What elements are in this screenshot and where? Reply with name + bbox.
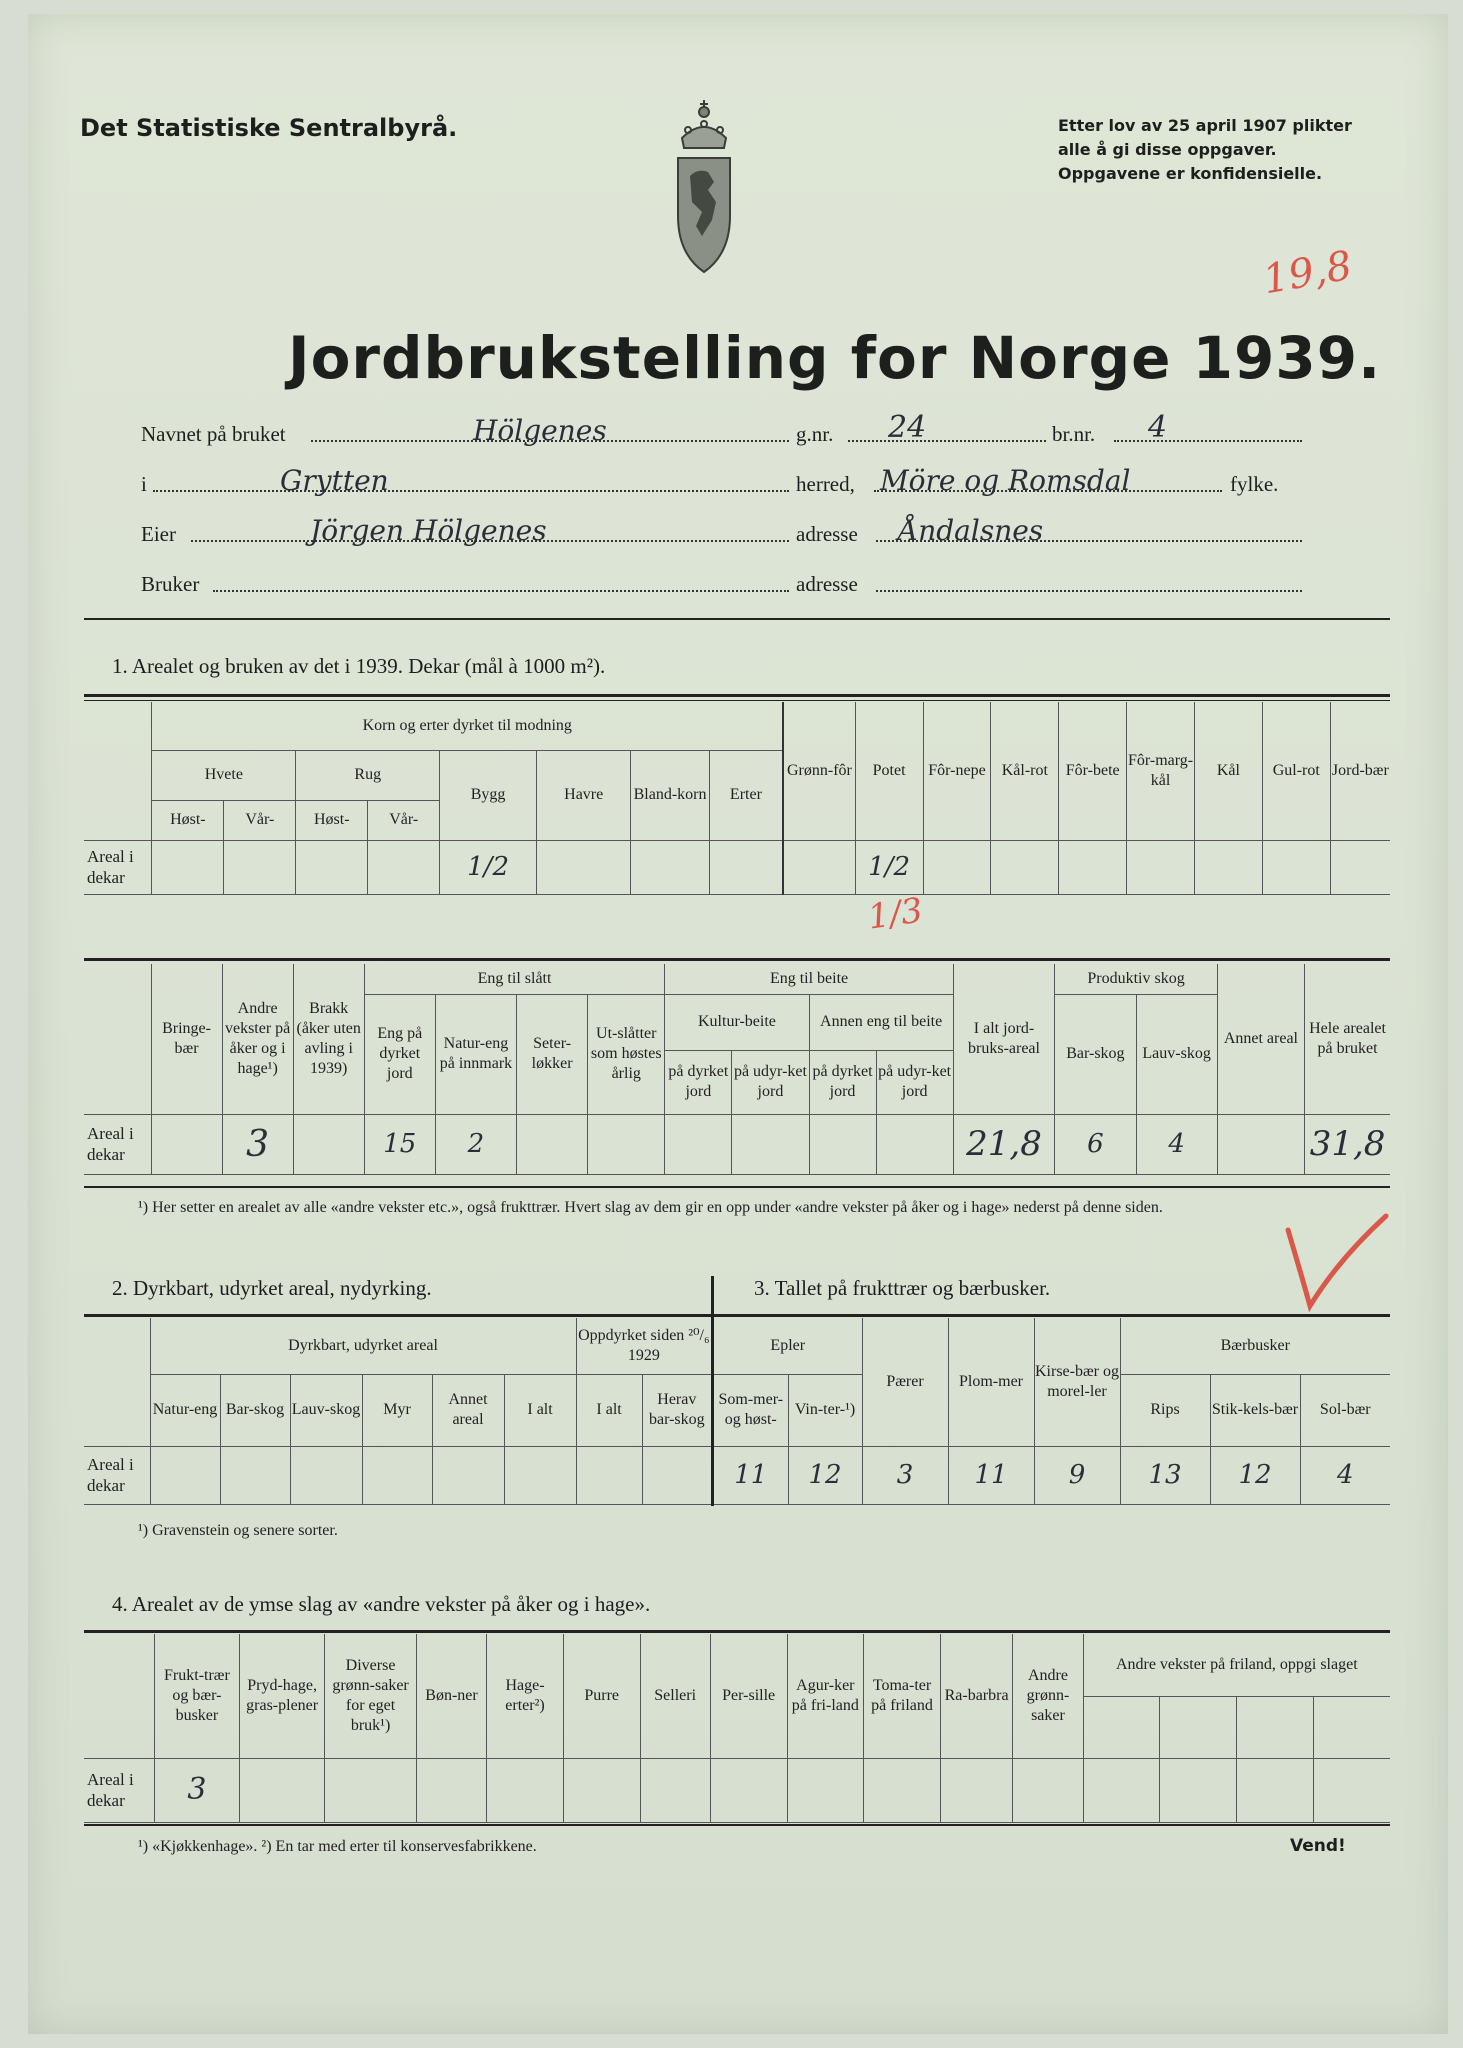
- brnr-value: 4: [1148, 410, 1168, 445]
- brakk-header: Brakk (åker uten avling i 1939): [293, 964, 364, 1114]
- section-2-heading: 2. Dyrkbart, udyrket areal, nydyrking.: [112, 1276, 432, 1300]
- rug-header: Rug: [296, 750, 440, 800]
- annen-eng-header: Annen eng til beite: [809, 994, 953, 1050]
- i-alt-header: I alt jord-bruks-areal: [953, 964, 1055, 1114]
- kirsebaer-header: Kirse-bær og morel-ler: [1034, 1318, 1120, 1446]
- purre-header: Purre: [563, 1634, 640, 1758]
- owner-label: Eier: [141, 522, 176, 546]
- paerer-header: Pærer: [862, 1318, 948, 1446]
- naturlig-eng-value: 2: [435, 1114, 516, 1174]
- red-potet-note: 1/3: [865, 890, 926, 938]
- section-3-heading: 3. Tallet på frukttrær og bærbusker.: [754, 1276, 1051, 1300]
- kalrot-header: Kål-rot: [991, 702, 1059, 840]
- divider: [84, 958, 1390, 961]
- barskog-header: Bar-skog: [220, 1374, 290, 1446]
- municipality-value: Grytten: [280, 464, 389, 497]
- divider: [84, 1630, 1390, 1633]
- row-label: Areal i dekar: [84, 840, 152, 894]
- eng-beite-header: Eng til beite: [665, 964, 953, 994]
- andre-gronnsaker-header: Andre grønn-saker: [1013, 1634, 1083, 1758]
- section-2-table: [84, 1318, 711, 1505]
- baerbusker-header: Bærbusker: [1120, 1318, 1390, 1374]
- kirsebaer-value: 9: [1034, 1446, 1120, 1504]
- user-label: Bruker: [141, 572, 200, 596]
- brnr-label: br.nr.: [1052, 422, 1096, 446]
- row-label: Areal i dekar: [84, 1446, 150, 1504]
- prod-skog-header: Produktiv skog: [1055, 964, 1217, 994]
- blandkorn-header: Bland-korn: [631, 750, 709, 840]
- section-1-footnote: ¹) Her setter en arealet av alle «andre vekster etc.», også frukttrær. Hvert slag av dem gir en opp under «andre vekster på åker og i hage» nederst på denne siden.: [138, 1199, 1163, 1216]
- i-alt-header: I alt: [504, 1374, 576, 1446]
- kulturbeite-header: Kultur-beite: [665, 994, 809, 1050]
- myr-header: Myr: [362, 1374, 432, 1446]
- row-label: Areal i dekar: [84, 1758, 154, 1822]
- solbaer-header: Sol-bær: [1300, 1374, 1390, 1446]
- gronnfor-header: Grønn-fôr: [783, 702, 855, 840]
- hvete-var-header: Vår-: [224, 800, 296, 840]
- annet-areal-header: Annet areal: [432, 1374, 504, 1446]
- plommer-header: Plom-mer: [948, 1318, 1034, 1446]
- rabarbra-header: Ra-barbra: [940, 1634, 1012, 1758]
- stikkelsbaer-value: 12: [1210, 1446, 1300, 1504]
- farm-name-value: Hölgenes: [473, 414, 607, 447]
- county-value: Möre og Romsdal: [880, 464, 1131, 497]
- hageerter-header: Hage-erter²): [487, 1634, 564, 1758]
- potet-value: 1/2: [855, 840, 923, 894]
- form-sheet: [28, 14, 1448, 2034]
- rips-value: 13: [1120, 1446, 1210, 1504]
- frukt-value: 3: [154, 1758, 239, 1822]
- row-label: Areal i dekar: [84, 1114, 151, 1174]
- kultur-dyrket-header: på dyrket jord: [665, 1050, 732, 1114]
- section-4-heading: 4. Arealet av de ymse slag av «andre vekster på åker og i hage».: [112, 1592, 651, 1616]
- annen-udyrket-header: på udyr-ket jord: [876, 1050, 953, 1114]
- section-4-table: [84, 1634, 1390, 1823]
- owner-address-label: adresse: [796, 522, 858, 546]
- erter-header: Erter: [709, 750, 783, 840]
- gnr-line: [848, 440, 1046, 442]
- bureau-name: Det Statistiske Sentralbyrå.: [80, 114, 458, 142]
- barskog-header: Bar-skog: [1055, 994, 1136, 1114]
- vinter-header: Vin-ter-¹): [788, 1374, 862, 1446]
- stikkelsbaer-header: Stik-kels-bær: [1210, 1374, 1300, 1446]
- bonner-header: Bøn-ner: [416, 1634, 486, 1758]
- eng-slatt-header: Eng til slått: [364, 964, 665, 994]
- kultur-udyrket-header: på udyr-ket jord: [732, 1050, 809, 1114]
- plommer-value: 11: [948, 1446, 1034, 1504]
- brnr-line: [1114, 440, 1302, 442]
- hele-arealet-header: Hele arealet på bruket: [1305, 964, 1390, 1114]
- margin-note: 19,8: [1259, 242, 1356, 304]
- annet-areal-header: Annet areal: [1217, 964, 1304, 1114]
- naturlig-eng-header: Natur-eng på innmark: [435, 994, 516, 1114]
- fornepe-header: Fôr-nepe: [923, 702, 991, 840]
- section-2-footnote: ¹) Gravenstein og senere sorter.: [138, 1522, 338, 1539]
- gulrot-header: Gul-rot: [1262, 702, 1330, 840]
- section-4-footnote: ¹) «Kjøkkenhage». ²) En tar med erter til konservesfabrikkene.: [138, 1838, 537, 1855]
- opp-i-alt-header: I alt: [576, 1374, 642, 1446]
- kal-header: Kål: [1194, 702, 1262, 840]
- potet-header: Potet: [855, 702, 923, 840]
- eng-dyrket-header: Eng på dyrket jord: [364, 994, 435, 1114]
- user-address-label: adresse: [796, 572, 858, 596]
- red-checkmark-icon: [1278, 1210, 1398, 1320]
- in-label: i: [141, 472, 147, 496]
- gnr-label: g.nr.: [796, 422, 834, 446]
- hvete-host-header: Høst-: [152, 800, 224, 840]
- seterlokker-header: Seter-løkker: [517, 994, 588, 1114]
- dyrkbart-group-header: Dyrkbart, udyrket areal: [150, 1318, 576, 1374]
- user-line: [213, 590, 789, 592]
- hele-arealet-value: 31,8: [1305, 1114, 1390, 1174]
- sommer-header: Som-mer-og høst-: [714, 1374, 788, 1446]
- gnr-value: 24: [888, 410, 927, 445]
- herred-label: herred,: [796, 472, 855, 496]
- fylke-label: fylke.: [1230, 472, 1279, 496]
- frukt-header: Frukt-trær og bær-busker: [154, 1634, 239, 1758]
- farm-name-label: Navnet på bruket: [141, 422, 286, 446]
- persille-header: Per-sille: [710, 1634, 787, 1758]
- jordbaer-header: Jord-bær: [1330, 702, 1390, 840]
- divider: [84, 1824, 1390, 1826]
- rug-host-header: Høst-: [296, 800, 368, 840]
- hvete-header: Hvete: [152, 750, 296, 800]
- law-notice: [1058, 114, 1352, 186]
- owner-address-value: Åndalsnes: [898, 514, 1044, 547]
- lauvskog-value: 4: [1136, 1114, 1217, 1174]
- utslatter-header: Ut-slåtter som høstes årlig: [588, 994, 665, 1114]
- agurker-header: Agur-ker på fri-land: [787, 1634, 864, 1758]
- tomater-header: Toma-ter på friland: [864, 1634, 941, 1758]
- lauvskog-header: Lauv-skog: [1136, 994, 1217, 1114]
- divider: [84, 618, 1390, 620]
- lauvskog-header: Lauv-skog: [290, 1374, 362, 1446]
- divider: [84, 700, 1390, 701]
- section-1-table-a: [84, 702, 1390, 895]
- divider: [84, 694, 1390, 697]
- oppdyrket-group-header: Oppdyrket siden ²⁰/₆ 1929: [576, 1318, 711, 1374]
- divider: [84, 1314, 1390, 1317]
- naturng-header: Natur-eng: [150, 1374, 220, 1446]
- section-1-heading: 1. Arealet og bruken av det i 1939. Dekar (mål à 1000 m²).: [112, 654, 606, 678]
- annen-dyrket-header: på dyrket jord: [809, 1050, 876, 1114]
- solbaer-value: 4: [1300, 1446, 1390, 1504]
- divider: [84, 1186, 1390, 1188]
- owner-value: Jörgen Hölgenes: [310, 514, 547, 547]
- andre-friland-header: Andre vekster på friland, oppgi slaget: [1083, 1634, 1390, 1696]
- law-line-3: Oppgavene er konfidensielle.: [1058, 164, 1323, 183]
- section-1-table-b: [84, 964, 1390, 1175]
- bygg-header: Bygg: [440, 750, 537, 840]
- coat-of-arms-icon: [668, 86, 740, 276]
- havre-header: Havre: [536, 750, 631, 840]
- rug-var-header: Vår-: [368, 800, 440, 840]
- user-address-line: [876, 590, 1302, 592]
- herav-barskog-header: Herav bar-skog: [642, 1374, 711, 1446]
- formargkal-header: Fôr-marg-kål: [1127, 702, 1195, 840]
- rips-header: Rips: [1120, 1374, 1210, 1446]
- turn-page-note: Vend!: [1290, 1836, 1346, 1856]
- section-3-table: [714, 1318, 1390, 1505]
- andre-vekster-header: Andre vekster på åker og i hage¹): [222, 964, 293, 1114]
- diverse-header: Diverse grønn-saker for eget bruk¹): [325, 1634, 417, 1758]
- page-title: Jordbrukstelling for Norge 1939.: [288, 324, 1382, 392]
- vinter-value: 12: [788, 1446, 862, 1504]
- i-alt-value: 21,8: [953, 1114, 1055, 1174]
- forbete-header: Fôr-bete: [1059, 702, 1127, 840]
- eng-dyrket-value: 15: [364, 1114, 435, 1174]
- korn-group-header: Korn og erter dyrket til modning: [152, 702, 783, 750]
- law-line-2: alle å gi disse oppgaver.: [1058, 140, 1277, 159]
- law-line-1: Etter lov av 25 april 1907 plikter: [1058, 116, 1352, 135]
- epler-header: Epler: [714, 1318, 862, 1374]
- municipality-line: [153, 490, 789, 492]
- prydhage-header: Pryd-hage, gras-plener: [240, 1634, 325, 1758]
- selleri-header: Selleri: [640, 1634, 710, 1758]
- sommer-value: 11: [714, 1446, 788, 1504]
- paerer-value: 3: [862, 1446, 948, 1504]
- bringebaer-header: Bringe-bær: [151, 964, 222, 1114]
- bygg-value: 1/2: [440, 840, 537, 894]
- barskog-value: 6: [1055, 1114, 1136, 1174]
- andre-vekster-value: 3: [222, 1114, 293, 1174]
